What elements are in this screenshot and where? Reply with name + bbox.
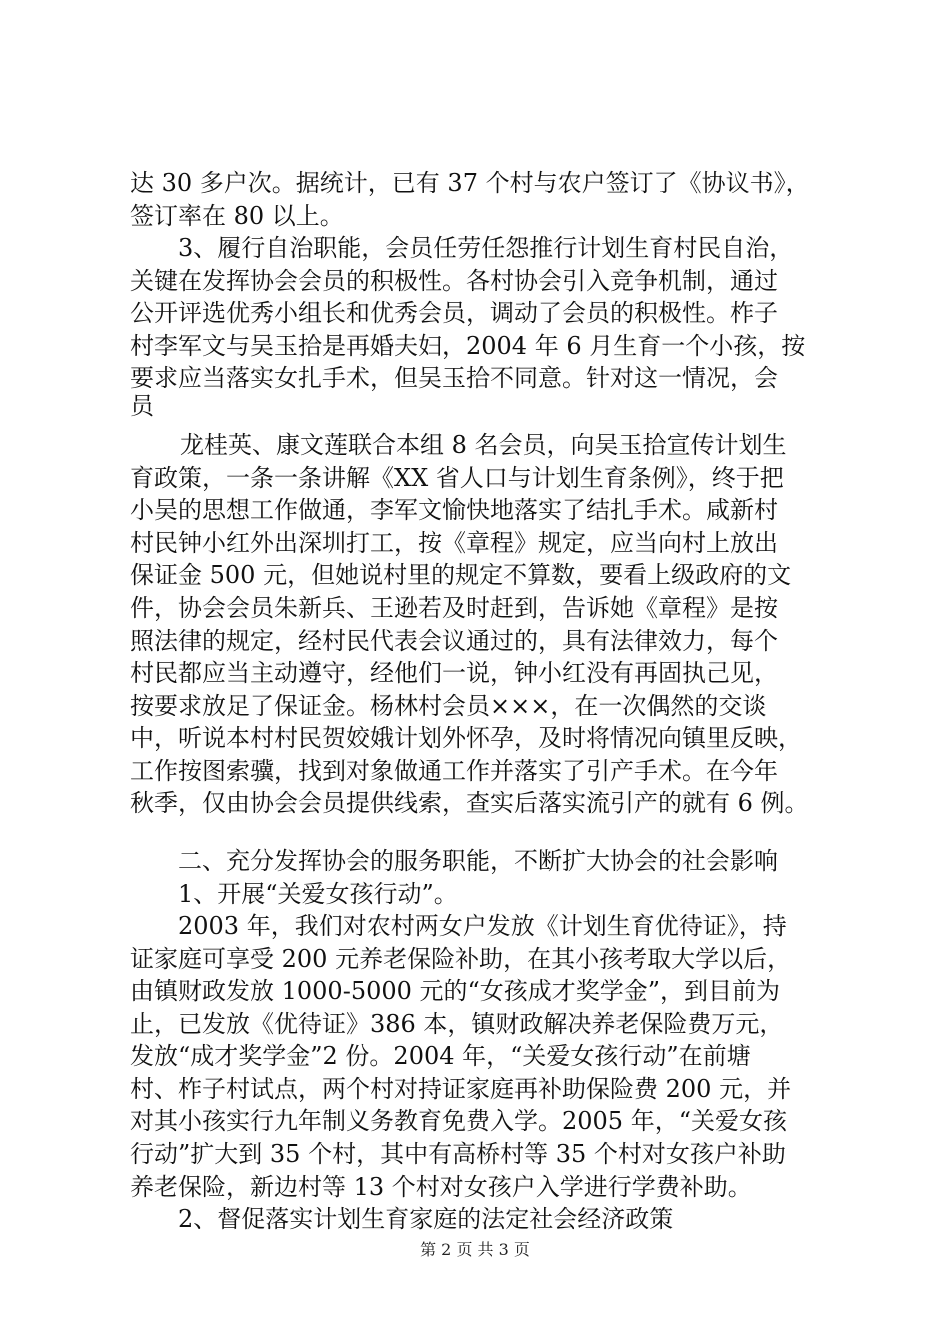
- text-line: 保证金 500 元，但她说村里的规定不算数，要看上级政府的文: [130, 561, 792, 590]
- subsection-heading: 2、督促落实计划生育家庭的法定社会经济政策: [178, 1205, 674, 1234]
- text-line: 照法律的规定，经村民代表会议通过的，具有法律效力，每个: [130, 626, 778, 655]
- text-line: 达 30 多户次。据统计，已有 37 个村与农户签订了《协议书》，: [130, 169, 810, 197]
- subsection-heading: 1、开展“关爱女孩行动”。: [178, 879, 458, 908]
- text-line: 龙桂英、康文莲联合本组 8 名会员，向吴玉拾宣传计划生: [180, 431, 787, 460]
- text-line: 2003 年，我们对农村两女户发放《计划生育优待证》，持: [178, 912, 787, 941]
- text-line: 村李军文与吴玉拾是再婚夫妇，2004 年 6 月生育一个小孩，按: [130, 331, 806, 360]
- text-line: 行动”扩大到 35 个村，其中有高桥村等 35 个村对女孩户补助: [130, 1139, 786, 1168]
- text-line: 3、履行自治职能，会员任劳任怨推行计划生育村民自治，: [178, 234, 794, 263]
- text-line: 按要求放足了保证金。杨林村会员×××，在一次偶然的交谈: [130, 691, 767, 720]
- text-line: 发放“成才奖学金”2 份。2004 年，“关爱女孩行动”在前塘: [130, 1042, 751, 1071]
- text-line: 工作按图索骥，找到对象做通工作并落实了引产手术。在今年: [130, 756, 778, 785]
- text-line: 由镇财政发放 1000-5000 元的“女孩成才奖学金”，到目前为: [130, 977, 781, 1006]
- text-line: 证家庭可享受 200 元养老保险补助，在其小孩考取大学以后，: [130, 944, 792, 973]
- page-footer: 第 2 页 共 3 页: [420, 1240, 530, 1259]
- text-line: 关键在发挥协会会员的积极性。各村协会引入竞争机制，通过: [130, 266, 778, 295]
- text-line: 员: [130, 392, 154, 421]
- text-line: 签订率在 80 以上。: [130, 201, 344, 230]
- text-line: 要求应当落实女扎手术，但吴玉拾不同意。针对这一情况，会: [130, 364, 778, 393]
- text-line: 止，已发放《优待证》386 本，镇财政解决养老保险费万元，: [130, 1009, 784, 1038]
- text-line: 件，协会会员朱新兵、王逊若及时赶到，告诉她《章程》是按: [130, 594, 778, 623]
- text-line: 养老保险，新边村等 13 个村对女孩户入学进行学费补助。: [130, 1172, 752, 1201]
- text-line: 对其小孩实行九年制义务教育免费入学。2005 年，“关爱女孩: [130, 1107, 787, 1136]
- text-line: 育政策，一条一条讲解《XX 省人口与计划生育条例》，终于把: [130, 463, 784, 492]
- text-line: 中，听说本村村民贺姣娥计划外怀孕，及时将情况向镇里反映，: [130, 724, 802, 753]
- section-heading: 二、充分发挥协会的服务职能，不断扩大协会的社会影响: [178, 847, 778, 876]
- text-line: 村民都应当主动遵守，经他们一说，钟小红没有再固执己见，: [130, 659, 778, 688]
- text-line: 小吴的思想工作做通，李军文愉快地落实了结扎手术。咸新村: [130, 496, 778, 525]
- text-line: 秋季，仅由协会会员提供线索，查实后落实流引产的就有 6 例。: [130, 789, 809, 818]
- text-line: 村、柞子村试点，两个村对持证家庭再补助保险费 200 元，并: [130, 1074, 792, 1103]
- text-line: 村民钟小红外出深圳打工，按《章程》规定，应当向村上放出: [130, 528, 778, 557]
- text-line: 公开评选优秀小组长和优秀会员，调动了会员的积极性。柞子: [130, 299, 778, 328]
